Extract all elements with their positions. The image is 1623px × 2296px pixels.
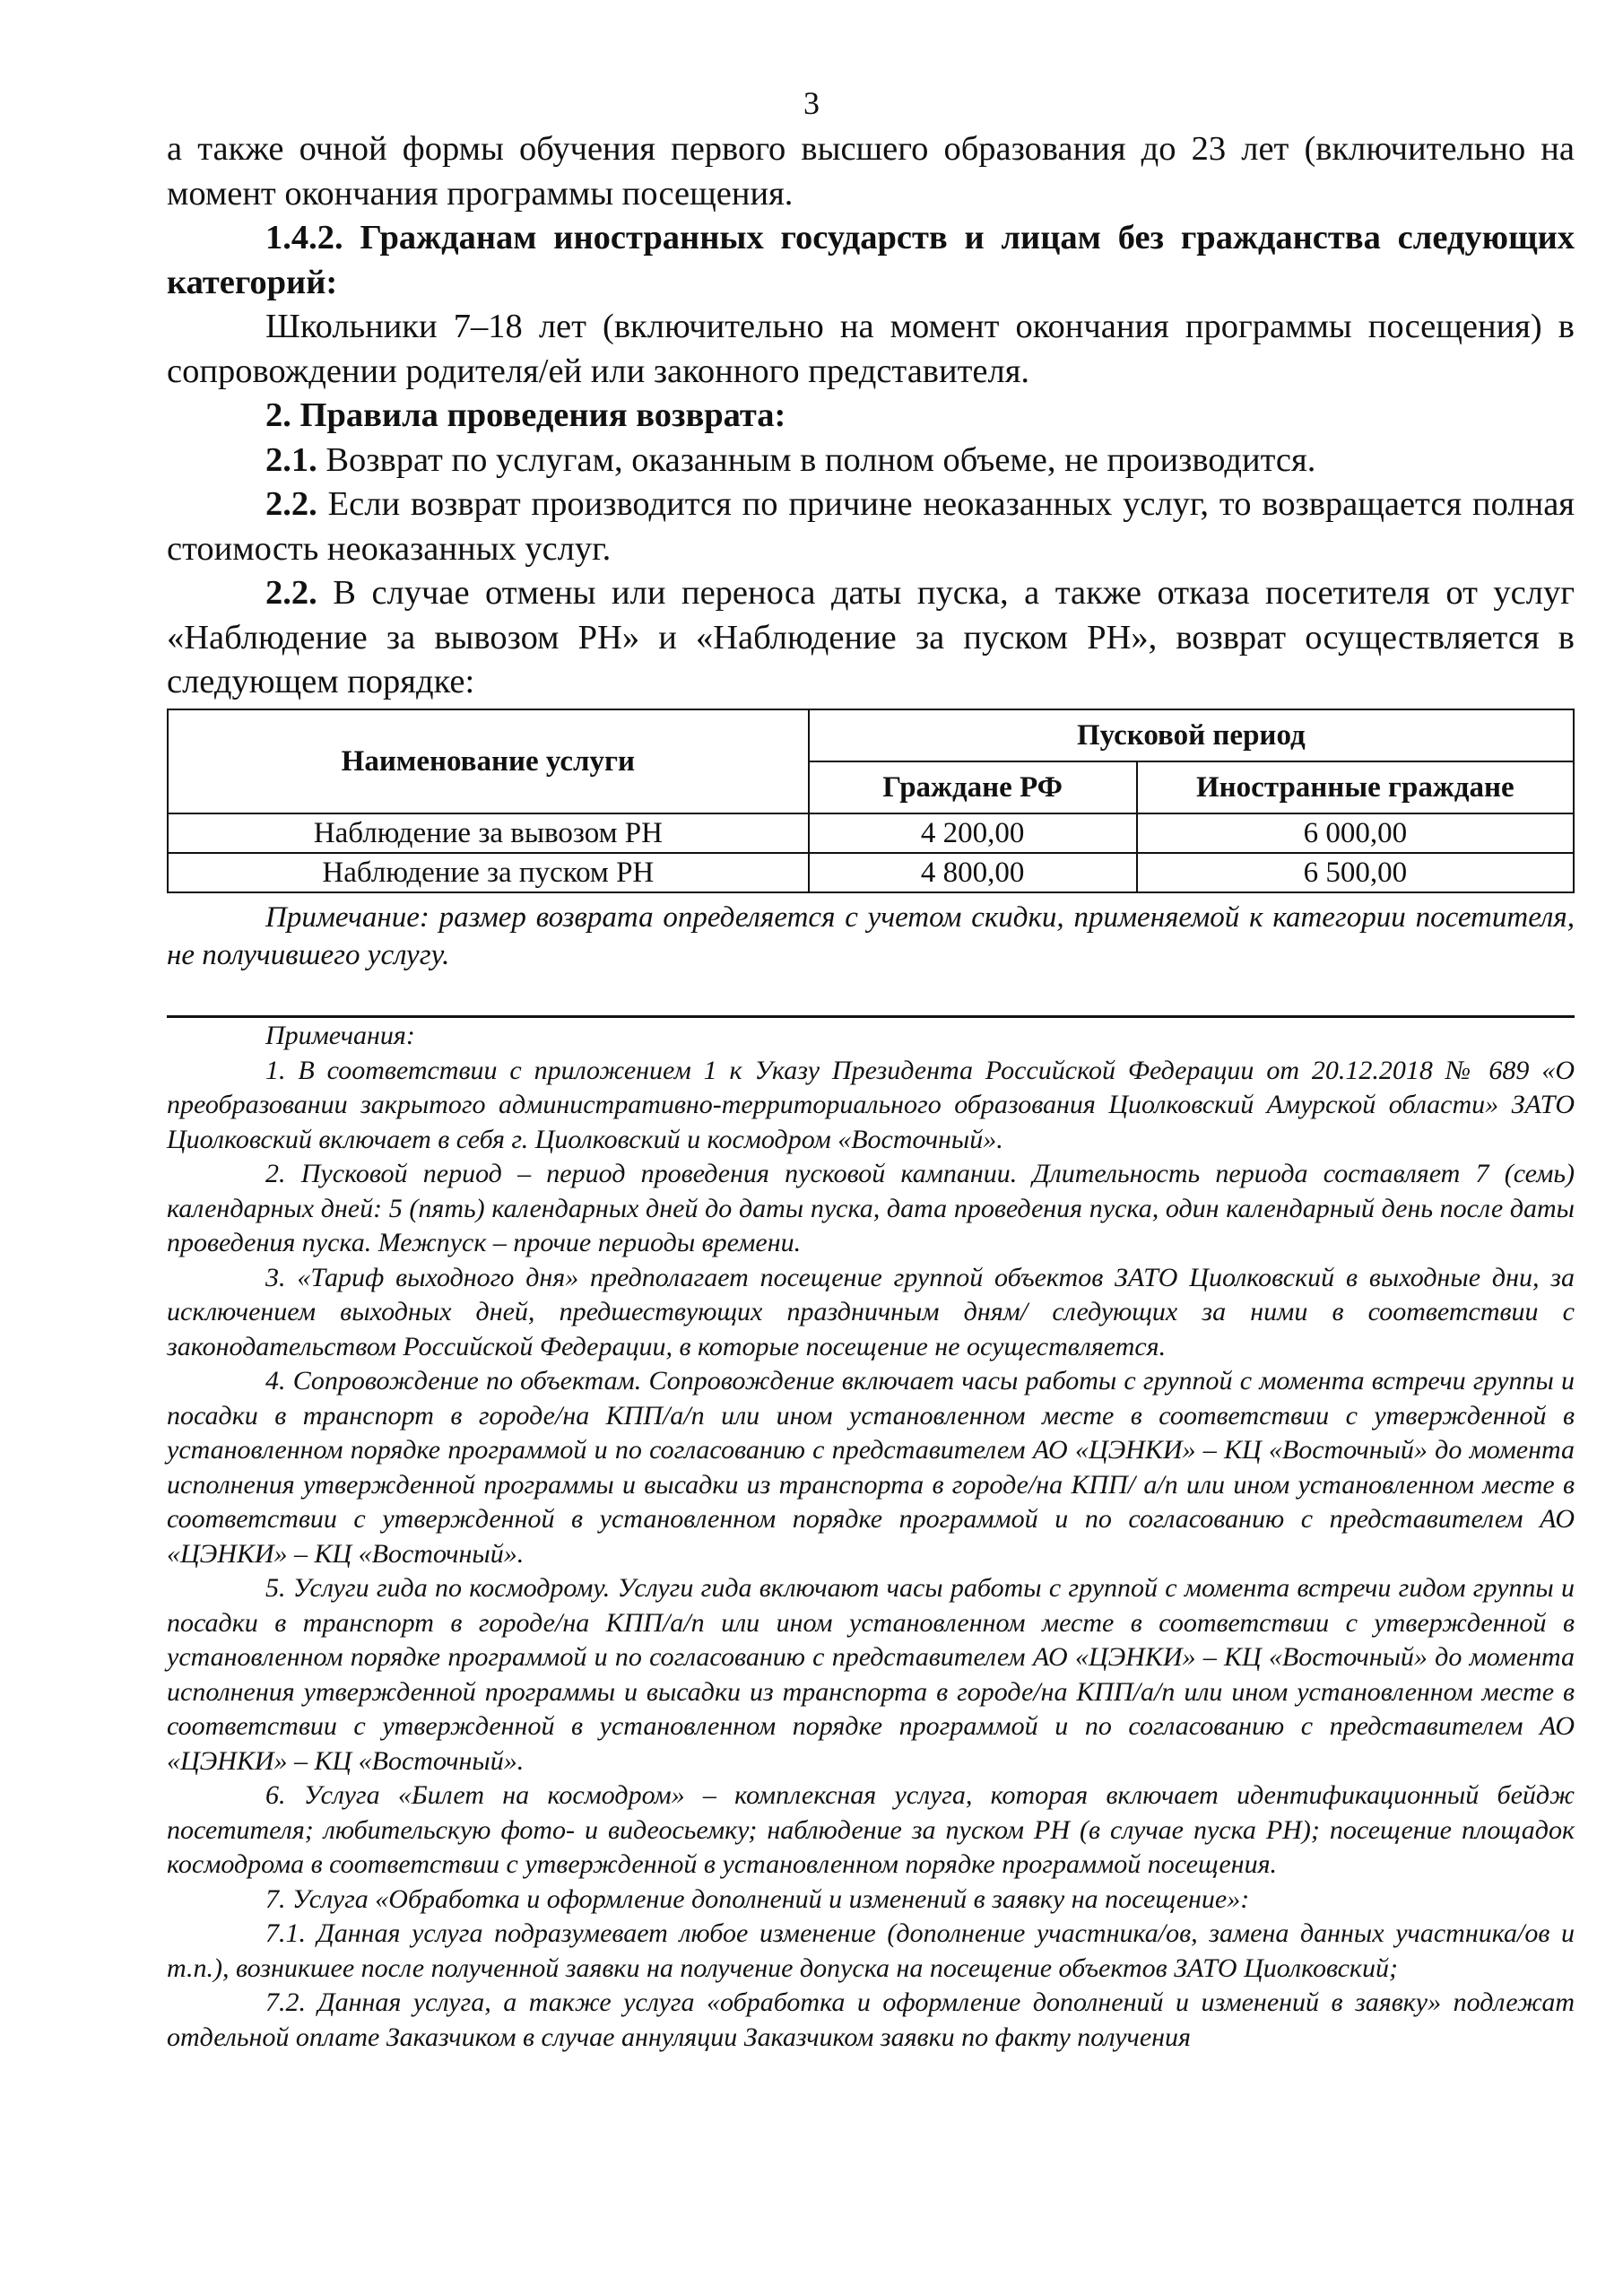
table-note: Примечание: размер возврата определяется с учетом скидки, применяемой к категории посетителя, не получившего услугу.: [167, 900, 1575, 971]
footnote-item: 7. Услуга «Обработка и оформление дополнений и изменений в заявку на посещение»:: [265, 1883, 1250, 1914]
item-2-1-number: 2.1.: [265, 440, 317, 479]
page-number: 3: [803, 85, 820, 121]
footnote-divider: [167, 1015, 1575, 1018]
footnote-item: 5. Услуги гида по космодрому. Услуги гида включают часы работы с группой с момента встречи гидом группы и посадки в транспорт в городе/на КПП/а/п или ином установленном месте в соответствии с утвержденной в установленном порядке программой и по согласованию с представителем АО «ЦЭНКИ» – КЦ «Восточный» до момента исполнения утвержденной программы и высадки из транспорта в городе/на КПП/а/п или ином установленном месте в соответствии с утвержденной в установленном порядке программой и по согласованию с представителем АО «ЦЭНКИ» – КЦ «Восточный».: [167, 1573, 1575, 1776]
main-text: [167, 127, 1575, 974]
footnotes-heading: Примечания:: [265, 1021, 415, 1050]
item-2-1: [167, 439, 1575, 483]
header-launch-period: Пусковой период: [809, 709, 1574, 761]
section-2-title: 2. Правила проведения возврата:: [265, 396, 786, 434]
footnote-item: 4. Сопровождение по объектам. Сопровождение включает часы работы с группой с момента встречи группы и посадки в транспорт в городе/на КПП/а/п или ином установленном месте в соответствии с утвержденной в установленном порядке программой и по согласованию с представителем АО «ЦЭНКИ» – КЦ «Восточный» до момента исполнения утвержденной программы и высадки из транспорта в городе/на КПП/ а/п или ином установленном месте в соответствии с утвержденной в установленном порядке программой и по согласованию с представителем АО «ЦЭНКИ» – КЦ «Восточный».: [167, 1366, 1575, 1569]
section-1-4-2: [167, 216, 1575, 305]
footnotes: [167, 1019, 1575, 2055]
item-2-2-first-text: Если возврат производится по причине неоказанных услуг, то возвращается полная стоимость неоказанных услуг.: [167, 485, 1575, 568]
refund-table: [167, 709, 1575, 893]
item-2-1-text: Возврат по услугам, оказанным в полном объеме, не производится.: [325, 440, 1316, 479]
header-rf-citizens: Граждане РФ: [809, 761, 1137, 813]
row-rf-price: 4 200,00: [809, 813, 1137, 853]
paragraph-schoolchildren: Школьники 7–18 лет (включительно на момент окончания программы посещения) в сопровождении родителя/ей или законного представителя.: [167, 308, 1575, 390]
section-1-4-2-number: 1.4.2.: [265, 219, 343, 257]
footnote-item: 6. Услуга «Билет на космодром» – комплексная услуга, которая включает идентификационный бейдж посетителя; любительскую фото- и видеосьемку; наблюдение за пуском РН (в случае пуска РН); посещение площадок космодрома в соответствии с утвержденной в установленном порядке программой посещения.: [167, 1780, 1575, 1879]
item-2-2-first: [167, 483, 1575, 571]
item-2-2-second-text: В случае отмены или переноса даты пуска, а также отказа посетителя от услуг «Наблюдение за вывозом РН» и «Наблюдение за пуском РН», возврат осуществляется в следующем порядке:: [167, 574, 1575, 700]
footnote-item: 7.1. Данная услуга подразумевает любое изменение (дополнение участника/ов, замена данных участника/ов и т.п.), возникшее после полученной заявки на получение допуска на посещение объектов ЗАТО Циолковский;: [167, 1918, 1575, 1983]
table-row: [168, 853, 1574, 892]
row-foreign-price: 6 500,00: [1137, 853, 1574, 892]
section-1-4-2-title: Гражданам иностранных государств и лицам без гражданства следующих категорий:: [167, 219, 1575, 301]
item-2-2-first-number: 2.2.: [265, 485, 317, 523]
footnote-item: 7.2. Данная услуга, а также услуга «обработка и оформление дополнений и изменений в заявку» подлежат отдельной оплате Заказчиком в случае аннуляции Заказчиком заявки по факту получения: [167, 1987, 1575, 2052]
item-2-2-second-number: 2.2.: [265, 574, 317, 612]
footnote-item: 3. «Тариф выходного дня» предполагает посещение группой объектов ЗАТО Циолковский в выходные дни, за исключением выходных дней, предшествующих праздничным дням/ следующих за ними в соответствии с законодательством Российской Федерации, в которые посещение не осуществляется.: [167, 1262, 1575, 1361]
header-foreign-citizens: Иностранные граждане: [1137, 761, 1574, 813]
table-row: [168, 813, 1574, 853]
row-rf-price: 4 800,00: [809, 853, 1137, 892]
footnote-item: 1. В соответствии с приложением 1 к Указу Президента Российской Федерации от 20.12.2018 № 689 «О преобразовании закрытого административно-территориального образования Циолковский Амурской области» ЗАТО Циолковский включает в себя г. Циолковский и космодром «Восточный».: [167, 1055, 1575, 1154]
header-service: Наименование услуги: [168, 709, 809, 813]
row-service: Наблюдение за вывозом РН: [168, 813, 809, 853]
footnote-item: 2. Пусковой период – период проведения пусковой кампании. Длительность периода составляет 7 (семь) календарных дней: 5 (пять) календарных дней до даты пуска, дата проведения пуска, один календарный день после даты проведения пуска. Межпуск – прочие периоды времени.: [167, 1159, 1575, 1257]
row-service: Наблюдение за пуском РН: [168, 853, 809, 892]
paragraph-intro: а также очной формы обучения первого высшего образования до 23 лет (включительно на момент окончания программы посещения.: [167, 130, 1575, 213]
row-foreign-price: 6 000,00: [1137, 813, 1574, 853]
item-2-2-second: [167, 571, 1575, 705]
